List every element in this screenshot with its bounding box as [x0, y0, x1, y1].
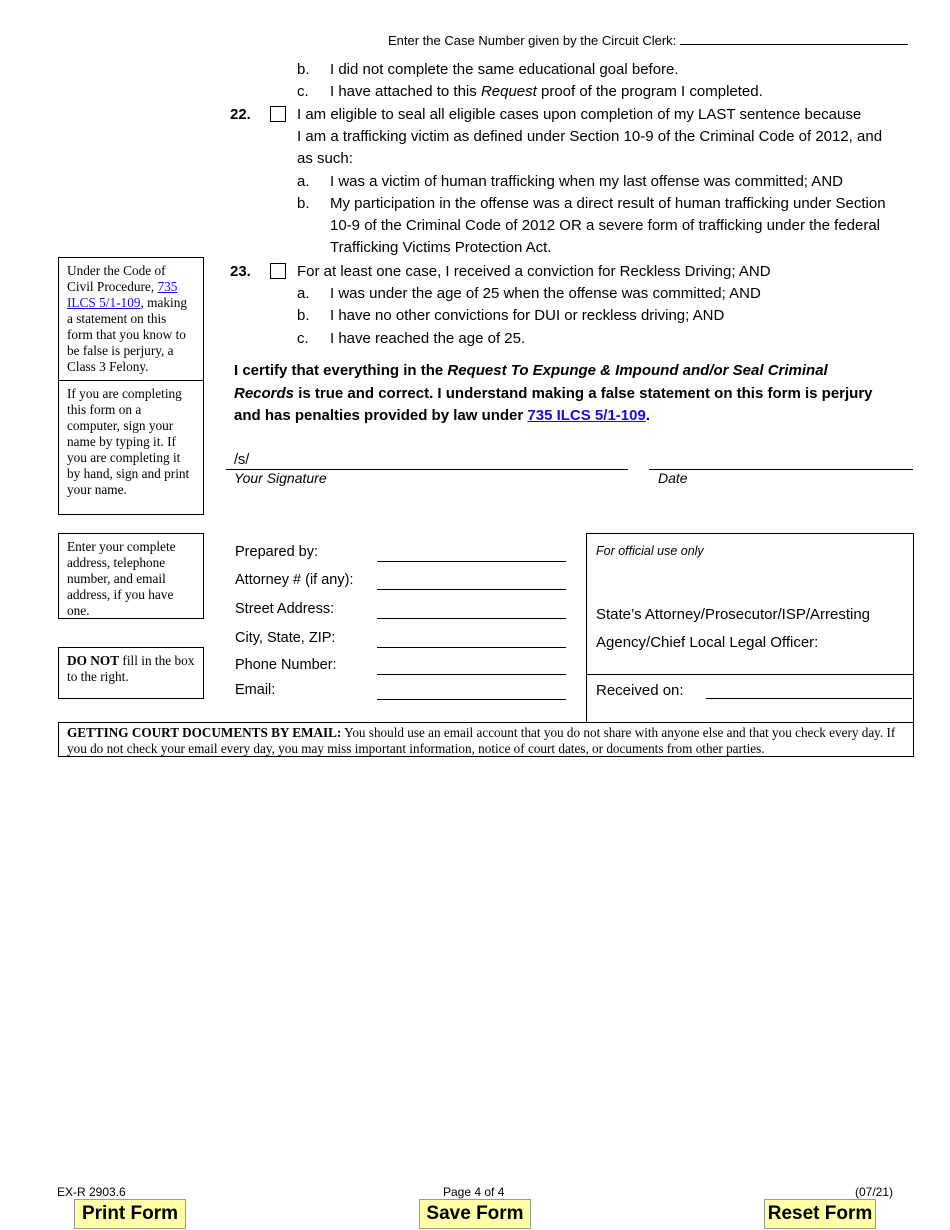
signature-value: /s/ — [234, 452, 250, 468]
email-label: Email: — [235, 682, 276, 698]
item-23-a-letter: a. — [297, 285, 310, 302]
perjury-note-box: Under the Code of Civil Procedure, 735 ILCS 5/1-109, making a statement on this form that you know to be false is perjury, a Class 3 Felony. — [58, 257, 204, 381]
item-22-b-letter: b. — [297, 195, 310, 212]
item-23-c-letter: c. — [297, 330, 309, 347]
prior-item-b-text: I did not complete the same educational goal before. — [330, 61, 679, 78]
ilcs-link[interactable]: 735 ILCS 5/1-109 — [67, 279, 178, 310]
received-on-label: Received on: — [596, 682, 684, 699]
item-letter: b. — [297, 61, 310, 78]
item-23-intro: For at least one case, I received a conviction for Reckless Driving; AND — [297, 263, 771, 280]
item-22-intro: I am eligible to seal all eligible cases upon completion of my LAST sentence because I am a trafficking victim as defined under Section 10-9 of the Criminal Code of 2012, and as such: — [297, 106, 883, 167]
date-field[interactable] — [649, 450, 913, 470]
attorney-field[interactable] — [377, 574, 566, 590]
item-23-c-text: I have reached the age of 25. — [330, 330, 526, 347]
received-on-field[interactable] — [706, 684, 912, 699]
official-use-title: For official use only — [596, 544, 704, 558]
signature-label: Your Signature — [234, 470, 327, 486]
item-22-a-letter: a. — [297, 173, 310, 190]
phone-field[interactable] — [377, 659, 566, 675]
case-number-label: Enter the Case Number given by the Circuit Clerk: — [388, 33, 677, 48]
item-22-checkbox[interactable] — [270, 106, 286, 122]
date-label: Date — [658, 470, 688, 486]
address-note-box: Enter your complete address, telephone number, and email address, if you have one. — [58, 533, 204, 619]
page-number: Page 4 of 4 — [443, 1185, 505, 1199]
city-state-zip-field[interactable] — [377, 632, 566, 648]
official-use-box — [586, 533, 914, 723]
reset-form-button[interactable]: Reset Form — [764, 1199, 876, 1229]
save-form-button[interactable]: Save Form — [419, 1199, 531, 1229]
certification-statement: I certify that everything in the Request To Expunge & Impound and/or Seal Criminal Records is true and correct. I understand making a false statement on this form is perjury and has penalties provided by law under 735 ILCS 5/1-109. — [234, 362, 873, 424]
item-23-checkbox[interactable] — [270, 263, 286, 279]
item-22-number: 22. — [230, 106, 251, 123]
item-letter: c. — [297, 83, 309, 100]
item-23-number: 23. — [230, 263, 251, 280]
street-address-field[interactable] — [377, 603, 566, 619]
form-id: EX-R 2903.6 — [57, 1185, 126, 1199]
prior-item-c — [297, 81, 309, 103]
agency-label: State’s Attorney/Prosecutor/ISP/Arresting Agency/Chief Local Legal Officer: — [596, 606, 871, 651]
official-divider — [587, 674, 913, 675]
signature-note-box: If you are completing this form on a computer, sign your name by typing it. If you are completing it by hand, sign and print your name. — [58, 380, 204, 515]
case-number-header — [388, 32, 908, 48]
city-state-zip-label: City, State, ZIP: — [235, 630, 336, 646]
print-form-button[interactable]: Print Form — [74, 1199, 186, 1229]
do-not-fill-note-box: DO NOT fill in the box to the right. — [58, 647, 204, 699]
certification-ilcs-link[interactable]: 735 ILCS 5/1-109 — [527, 407, 646, 424]
item-22-a-text: I was a victim of human trafficking when my last offense was committed; AND — [330, 173, 843, 190]
email-notice-box: GETTING COURT DOCUMENTS BY EMAIL: You should use an email account that you do not share with anyone else and that you check every day. If you do not check your email every day, you may miss important information, notice of court dates, or documents from other parties. — [58, 722, 914, 757]
item-22-b-text: My participation in the offense was a direct result of human trafficking under Section 10-9 of the Criminal Code of 2012 OR a severe form of trafficking under the federal Trafficking Victims Protection Act. — [330, 195, 886, 256]
prior-item-b — [297, 59, 310, 81]
attorney-label: Attorney # (if any): — [235, 572, 354, 588]
signature-field[interactable] — [226, 450, 628, 470]
item-23-a-text: I was under the age of 25 when the offense was committed; AND — [330, 285, 761, 302]
prepared-by-field[interactable] — [377, 546, 566, 562]
email-field[interactable] — [377, 684, 566, 700]
prepared-by-label: Prepared by: — [235, 544, 319, 560]
form-date: (07/21) — [855, 1185, 894, 1199]
item-23-b-letter: b. — [297, 307, 310, 324]
item-23-b-text: I have no other convictions for DUI or reckless driving; AND — [330, 307, 725, 324]
prior-item-c-text: I have attached to this Request proof of the program I completed. — [330, 83, 763, 100]
street-address-label: Street Address: — [235, 601, 335, 617]
phone-label: Phone Number: — [235, 657, 337, 673]
case-number-field[interactable] — [680, 32, 908, 45]
